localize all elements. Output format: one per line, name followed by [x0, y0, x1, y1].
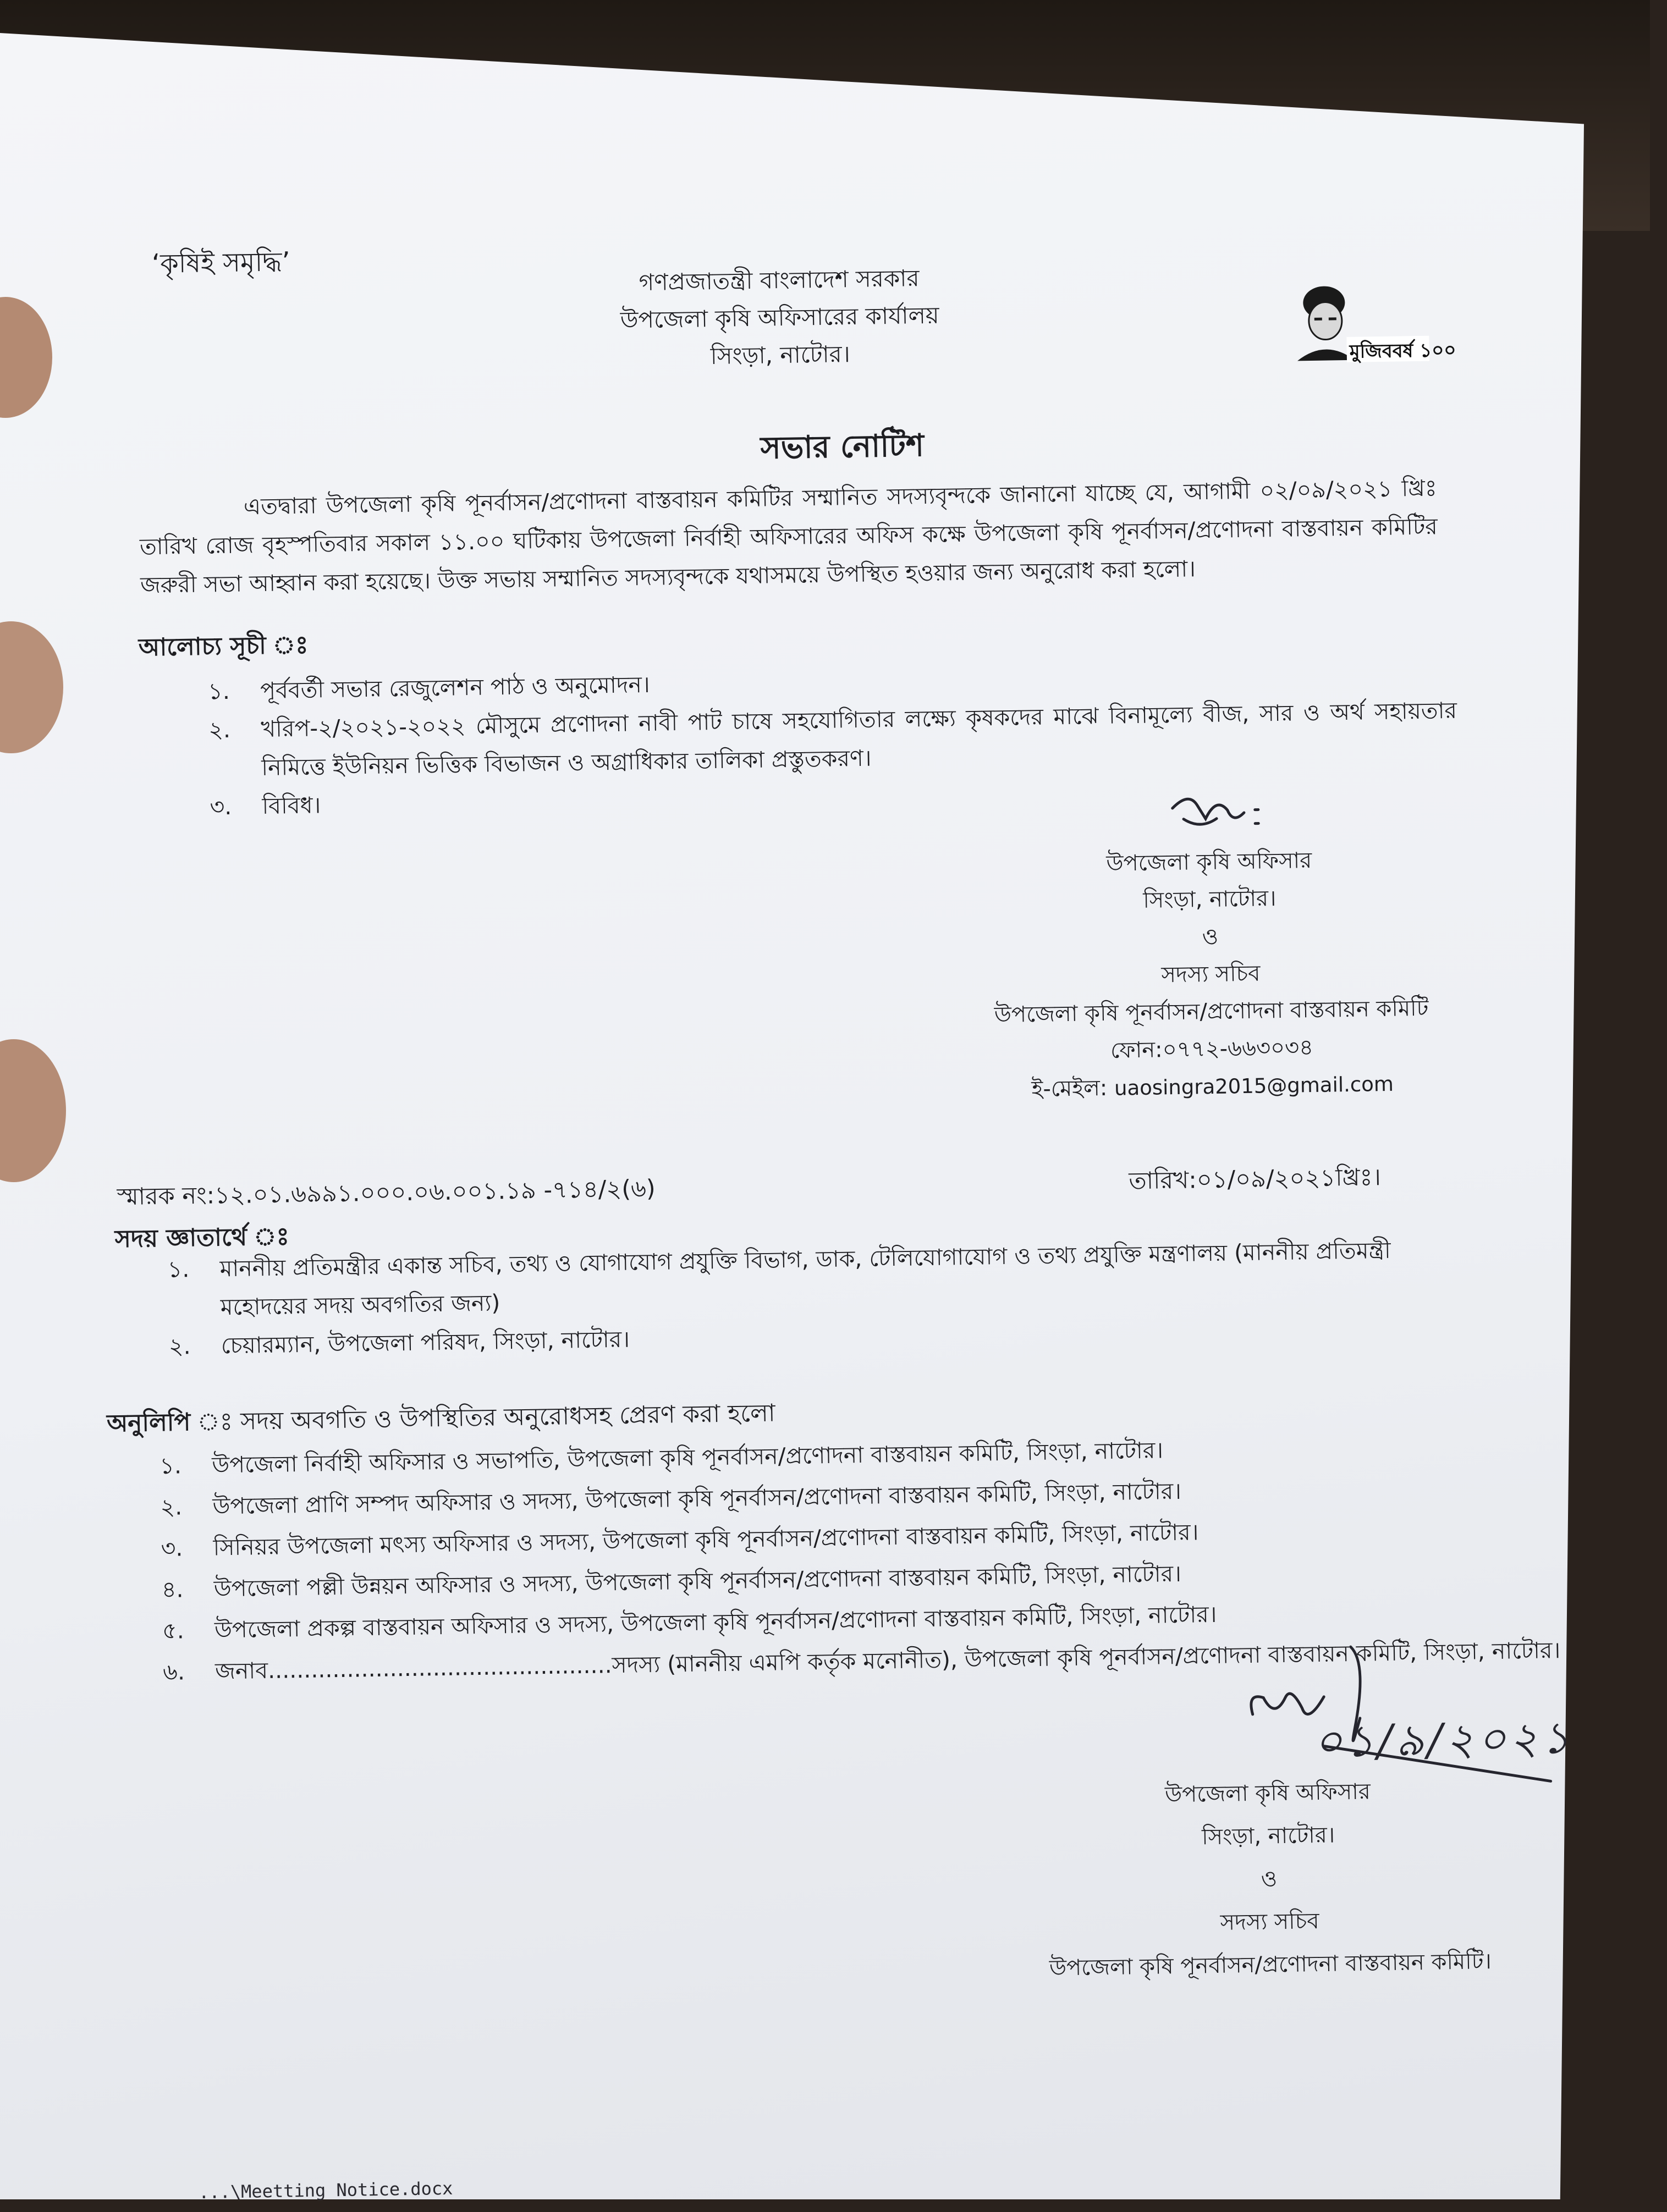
sig1-line: সিংড়া, নাটোর। — [1143, 886, 1277, 913]
phone-number: ফোন:০৭৭২-৬৬৩০৩৪ — [1110, 1035, 1314, 1063]
mujib-borsho-logo — [1285, 277, 1456, 367]
list-text: উপজেলা পল্লী উন্নয়ন অফিসার ও সদস্য, উপজেলা কৃষি পূনর্বাসন/প্রণোদনা বাস্তবায়ন কমিটি, সিংড়া, নাটোর। — [213, 1560, 1182, 1602]
sig2-line: উপজেলা কৃষি পূনর্বাসন/প্রণোদনা বাস্তবায়ন কমিটি। — [1049, 1949, 1492, 1981]
sig2-line: ও — [1261, 1866, 1278, 1892]
info-list — [167, 1231, 1406, 1365]
list-text: পূর্ববর্তী সভার রেজুলেশন পাঠ ও অনুমোদন। — [260, 671, 650, 704]
memo-number: স্মারক নং:১২.০১.৬৯৯১.০০০.০৬.০০১.১৯ -৭১৪/২(৬) — [117, 1174, 656, 1211]
list-number: ২. — [208, 716, 231, 743]
list-number: ১. — [159, 1452, 182, 1480]
list-text: চেয়ারম্যান, উপজেলা পরিষদ, সিংড়া, নাটোর। — [221, 1326, 630, 1359]
email-address: uaosingra2015@gmail.com — [1114, 1072, 1394, 1100]
list-number: ৪. — [161, 1576, 184, 1603]
sig1-line: ও — [1202, 924, 1219, 950]
list-number: ১. — [167, 1256, 190, 1283]
list-text: সিনিয়র উপজেলা মৎস্য অফিসার ও সদস্য, উপজেলা কৃষি পূনর্বাসন/প্রণোদনা বাস্তবায়ন কমিটি, সিংড়া, নাটোর। — [213, 1519, 1199, 1561]
office-header — [559, 258, 1000, 378]
header-line-1: গণপ্রজাতন্ত্রী বাংলাদেশ সরকার — [639, 264, 920, 296]
copy-heading-bold: অনুলিপি — [106, 1408, 191, 1438]
notice-title: সভার নোটিশ — [760, 428, 925, 466]
header-line-3: সিংড়া, নাটোর। — [710, 340, 851, 370]
sig2-line: উপজেলা কৃষি অফিসার — [1164, 1779, 1371, 1808]
file-path-footer: ...\Meetting Notice.docx — [198, 2177, 453, 2203]
list-number: ৬. — [162, 1658, 185, 1686]
list-number: ১. — [207, 677, 230, 705]
list-text: উপজেলা নির্বাহী অফিসার ও সভাপতি, উপজেলা কৃষি পূনর্বাসন/প্রণোদনা বাস্তবায়ন কমিটি, সিংড়া, নাটোর। — [211, 1437, 1164, 1479]
sig2-line: সিংড়া, নাটোর। — [1201, 1822, 1335, 1850]
signature-block-1 — [920, 839, 1501, 1110]
list-text: বিবিধ। — [262, 792, 321, 820]
handwritten-date: ০১/৯/২০২১ — [1313, 1712, 1574, 1768]
list-number: ৫. — [162, 1617, 185, 1645]
info-heading: সদয় জ্ঞাতার্থে ঃ — [114, 1222, 290, 1254]
sig1-line: উপজেলা কৃষি অফিসার — [1106, 848, 1312, 876]
copy-heading-rest: ঃ সদয় অবগতি ও উপস্থিতির অনুরোধসহ প্রেরণ করা হলো — [190, 1399, 775, 1437]
sig1-line: উপজেলা কৃষি পূনর্বাসন/প্রণোদনা বাস্তবায়ন কমিটি — [994, 995, 1429, 1028]
signature-block-2 — [978, 1767, 1559, 1990]
list-number: ৩. — [210, 793, 232, 820]
header-line-2: উপজেলা কৃষি অফিসারের কার্যালয় — [620, 301, 939, 334]
memo-date: তারিখ:০১/০৯/২০২১খ্রিঃ। — [1129, 1163, 1382, 1195]
list-text: উপজেলা প্রকল্প বাস্তবায়ন অফিসার ও সদস্য, উপজেলা কৃষি পূনর্বাসন/প্রণোদনা বাস্তবায়ন কমিটি, সিংড়া, নাটোর। — [214, 1601, 1217, 1643]
list-number: ২. — [160, 1493, 183, 1521]
notice-body: এতদ্বারা উপজেলা কৃষি পূনর্বাসন/প্রণোদনা বাস্তবায়ন কমিটির সম্মানিত সদস্যবৃন্দকে জানানো যাচ্ছে যে, আগামী ০২/০৯/২০২১ খ্রিঃ তারিখ রোজ বৃহস্পতিবার সকাল ১১.০০ ঘটিকায় উপজেলা নির্বাহী অফিসারের অফিস কক্ষে উপজেলা কৃষি পূনর্বাসন/প্রণোদনা বাস্তবায়ন কমিটির জরুরী সভা আহ্বান করা হয়েছে। উক্ত সভায় সম্মানিত সদস্যবৃন্দকে যথাসময়ে উপস্থিত হওয়ার জন্য অনুরোধ করা হলো। — [139, 475, 1438, 599]
list-text: জনাব................................................সদস্য (মাননীয় এমপি কর্তৃক মনোনীত), উপজেলা কৃষি পূনর্বাসন/প্রণোদনা বাস্তবায়ন কমিটি, সিংড়া, নাটোর। — [214, 1637, 1561, 1685]
email-label: ই-মেইল: — [1031, 1075, 1108, 1102]
list-number: ২. — [168, 1333, 191, 1360]
logo-text: মুজিববর্ষ ১০০ — [1349, 339, 1456, 363]
list-text: উপজেলা প্রাণি সম্পদ অফিসার ও সদস্য, উপজেলা কৃষি পূনর্বাসন/প্রণোদনা বাস্তবায়ন কমিটি, সিংড়া, নাটোর। — [212, 1477, 1182, 1520]
sig1-line: সদস্য সচিব — [1161, 961, 1261, 988]
list-text: মাননীয় প্রতিমন্ত্রীর একান্ত সচিব, তথ্য ও যোগাযোগ প্রযুক্তি বিভাগ, ডাক, টেলিযোগাযোগ ও তথ্য প্রযুক্তি মন্ত্রণালয় (মাননীয় প্রতিমন্ত্রী মহোদয়ের সদয় অবগতির জন্য) — [219, 1237, 1391, 1321]
list-number: ৩. — [161, 1535, 183, 1562]
agenda-heading: আলোচ্য সূচী ঃ — [138, 631, 309, 662]
motto: ‘কৃষিই সমৃদ্ধি’ — [151, 246, 291, 280]
sig2-line: সদস্য সচিব — [1220, 1908, 1319, 1935]
list-text: খরিপ-২/২০২১-২০২২ মৌসুমে প্রণোদনা নাবী পাট চাষে সহযোগিতার লক্ষ্যে কৃষকদের মাঝে বিনামূল্যে বীজ, সার ও অর্থ সহায়তার নিমিত্তে ইউনিয়ন ভিত্তিক বিভাজন ও অগ্রাধিকার তালিকা প্রস্তুতকরণ। — [260, 697, 1457, 781]
